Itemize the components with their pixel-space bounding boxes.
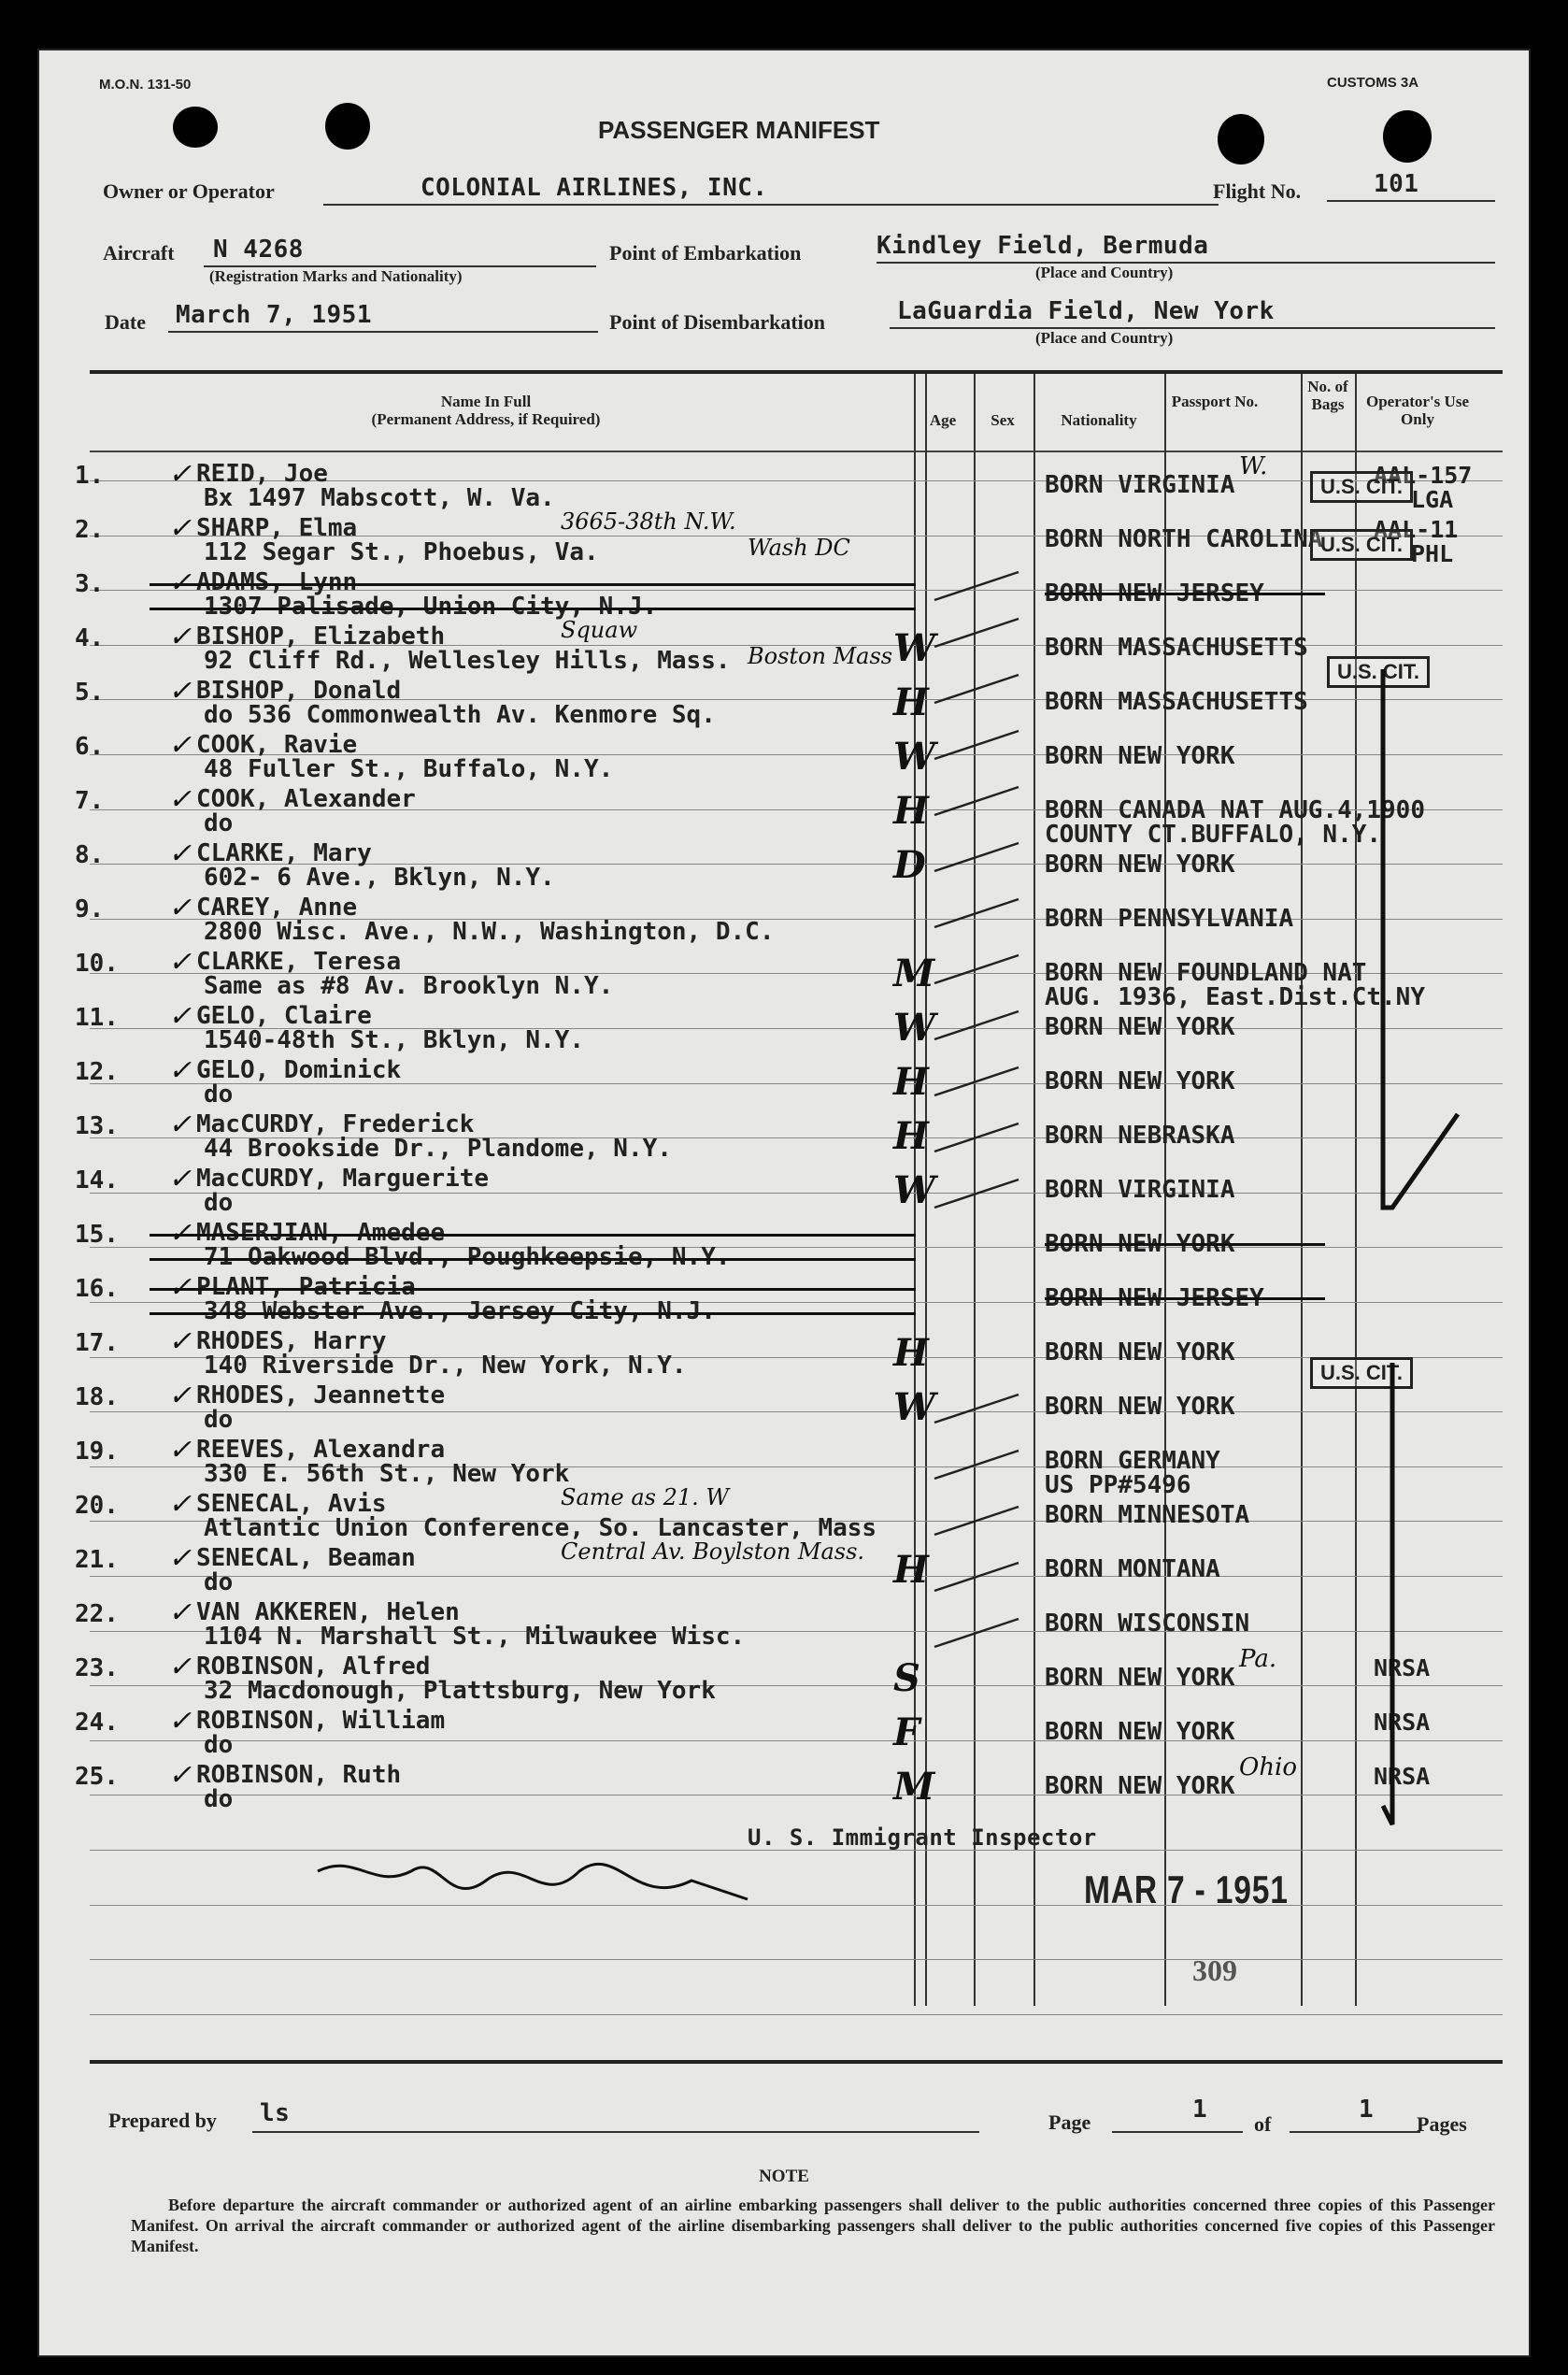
nationality: BORN VIRGINIA <box>1045 471 1235 499</box>
passenger-name: GELO, Claire <box>196 1002 372 1030</box>
check-mark-icon: ✓ <box>168 621 192 653</box>
flight-label: Flight No. <box>1213 179 1302 203</box>
passenger-name: SHARP, Elma <box>196 514 358 542</box>
row-number: 12. <box>75 1058 119 1086</box>
operator-station: LGA <box>1411 486 1454 513</box>
nationality: BORN NORTH CAROLINA <box>1045 525 1323 553</box>
sex-mark: D <box>893 843 926 887</box>
operator-code: AAL-11 <box>1374 516 1459 543</box>
page-underline <box>1112 2131 1243 2133</box>
note-title: NOTE <box>759 2167 809 2186</box>
nationality: BORN NEW JERSEY <box>1045 1284 1264 1312</box>
row-number: 18. <box>75 1383 119 1411</box>
row-number: 17. <box>75 1329 119 1357</box>
date-value: March 7, 1951 <box>176 301 372 329</box>
passenger-name: PLANT, Patricia <box>196 1273 416 1301</box>
nationality: BORN MINNESOTA <box>1045 1501 1250 1529</box>
row-number: 14. <box>75 1166 119 1195</box>
check-mark-icon: ✓ <box>168 1054 192 1087</box>
check-mark-icon: ✓ <box>168 1217 192 1250</box>
prepared-label: Prepared by <box>108 2109 217 2132</box>
passenger-name: CLARKE, Teresa <box>196 948 402 976</box>
check-mark-icon: ✓ <box>168 1109 192 1141</box>
sex-mark: H <box>893 1060 929 1104</box>
row-number: 19. <box>75 1438 119 1466</box>
owner-label: Owner or Operator <box>103 179 275 203</box>
nationality-line2: US PP#5496 <box>1045 1471 1191 1499</box>
check-mark-icon: ✓ <box>168 1380 192 1412</box>
sex-mark: W <box>893 1168 935 1212</box>
passenger-address: 112 Segar St., Phoebus, Va. <box>204 538 599 566</box>
of-value: 1 <box>1359 2096 1375 2124</box>
sex-mark: W <box>893 735 935 779</box>
form-id: CUSTOMS 3A <box>1327 75 1419 91</box>
passenger-address: do <box>204 1189 234 1217</box>
passenger-address: 71 Oakwood Blvd., Poughkeepsie, N.Y. <box>204 1243 731 1271</box>
passenger-address: 348 Webster Ave., Jersey City, N.J. <box>204 1297 716 1325</box>
embark-value: Kindley Field, Bermuda <box>877 232 1209 260</box>
us-cit-stamp: U.S. CIT. <box>1310 1357 1413 1389</box>
passenger-address: 48 Fuller St., Buffalo, N.Y. <box>204 755 614 783</box>
operator-code: NRSA <box>1374 1763 1431 1790</box>
passenger-address: 44 Brookside Dr., Plandome, N.Y. <box>204 1135 672 1163</box>
row-number: 4. <box>75 624 105 652</box>
row-number: 10. <box>75 950 119 978</box>
prepared-value: ls <box>260 2099 291 2127</box>
check-mark-icon: ✓ <box>168 1488 192 1521</box>
check-mark-icon: ✓ <box>168 675 192 708</box>
row-number: 9. <box>75 895 105 923</box>
handwritten-note: Pa. <box>1239 1645 1277 1673</box>
page-value: 1 <box>1192 2096 1208 2124</box>
nationality: BORN WISCONSIN <box>1045 1610 1250 1638</box>
nationality: BORN NEW YORK <box>1045 1230 1235 1258</box>
col-passport-header: Passport No. <box>1171 393 1259 410</box>
nationality: BORN NEW YORK <box>1045 1664 1235 1692</box>
passenger-name: VAN AKKEREN, Helen <box>196 1598 460 1626</box>
passenger-address: do <box>204 1568 234 1596</box>
nationality: BORN GERMANY <box>1045 1447 1220 1475</box>
nationality: BORN NEW YORK <box>1045 1772 1235 1800</box>
row-number: 25. <box>75 1763 119 1791</box>
check-mark-icon: ✓ <box>168 458 192 491</box>
passenger-address: do <box>204 1080 234 1109</box>
check-marks-overlay <box>37 49 1531 2357</box>
passenger-address: 32 Macdonough, Plattsburg, New York <box>204 1677 716 1705</box>
nationality: BORN NEBRASKA <box>1045 1122 1235 1150</box>
passenger-name: CAREY, Anne <box>196 894 358 922</box>
note-text: Before departure the aircraft commander or authorized agent of an airline embarking passengers shall deliver to the public authorities concerned three copies of this Passenger Manifest. On arrival the aircraft commander or authorized agent of the airline disembarking passengers shall deliver to the public authorities concerned five copies of this Passenger Manifest. <box>131 2196 1495 2255</box>
passenger-address: 1104 N. Marshall St., Milwaukee Wisc. <box>204 1623 746 1651</box>
passenger-address: do 536 Commonwealth Av. Kenmore Sq. <box>204 701 716 729</box>
passenger-address: 1307 Palisade, Union City, N.J. <box>204 593 658 621</box>
handwritten-note: Same as 21. W <box>561 1484 730 1510</box>
of-underline <box>1290 2131 1420 2133</box>
nationality: BORN NEW YORK <box>1045 742 1235 770</box>
passenger-name: COOK, Alexander <box>196 785 416 813</box>
handwritten-note: Ohio <box>1239 1753 1298 1781</box>
disembark-label: Point of Disembarkation <box>609 310 825 334</box>
passenger-address: 92 Cliff Rd., Wellesley Hills, Mass. <box>204 647 731 675</box>
aircraft-label: Aircraft <box>103 241 175 265</box>
row-number: 23. <box>75 1654 119 1682</box>
nationality: BORN MONTANA <box>1045 1555 1220 1583</box>
check-mark-icon: ✓ <box>168 1542 192 1575</box>
row-number: 8. <box>75 841 105 869</box>
pages-label: Pages <box>1417 2112 1467 2136</box>
check-mark-icon: ✓ <box>168 1163 192 1195</box>
passenger-address: Bx 1497 Mabscott, W. Va. <box>204 484 555 512</box>
col-name-title: Name In Full <box>440 393 532 410</box>
passenger-name: RHODES, Harry <box>196 1327 387 1355</box>
passenger-name: MacCURDY, Marguerite <box>196 1165 490 1193</box>
passenger-name: ADAMS, Lynn <box>196 568 358 596</box>
nationality: BORN CANADA NAT AUG.4,1900 <box>1045 796 1425 824</box>
check-mark-icon: ✓ <box>168 1651 192 1683</box>
of-label: of <box>1254 2112 1272 2136</box>
col-bags-header: No. of Bags <box>1307 378 1348 413</box>
sign-stroke <box>934 572 1019 1647</box>
check-mark-icon: ✓ <box>168 566 192 599</box>
inspector-label: U. S. Immigrant Inspector <box>748 1824 1097 1851</box>
row-number: 16. <box>75 1275 119 1303</box>
nationality: BORN VIRGINIA <box>1045 1176 1235 1204</box>
passenger-name: BISHOP, Elizabeth <box>196 622 446 651</box>
row-number: 22. <box>75 1600 119 1628</box>
sex-mark: F <box>893 1710 920 1754</box>
nationality: BORN NEW YORK <box>1045 851 1235 879</box>
handwritten-note: Squaw <box>561 617 638 643</box>
check-mark-icon: ✓ <box>168 1325 192 1358</box>
check-mark-icon: ✓ <box>168 783 192 816</box>
passenger-address: 330 E. 56th St., New York <box>204 1460 570 1488</box>
handwritten-note: Central Av. Boylston Mass. <box>561 1538 865 1565</box>
passenger-address: do <box>204 1785 234 1813</box>
row-number: 5. <box>75 679 105 707</box>
row-number: 2. <box>75 516 105 544</box>
sex-mark: H <box>893 1331 929 1375</box>
us-cit-stamp: U.S. CIT. <box>1310 529 1413 561</box>
sex-mark: S <box>893 1656 920 1700</box>
nationality: BORN MASSACHUSETTS <box>1045 634 1308 662</box>
passenger-name: REEVES, Alexandra <box>196 1436 446 1464</box>
col-nationality-header: Nationality <box>1061 411 1137 429</box>
passenger-name: RHODES, Jeannette <box>196 1381 446 1409</box>
check-mark-icon: ✓ <box>168 729 192 762</box>
row-number: 24. <box>75 1709 119 1737</box>
passenger-name: SENECAL, Avis <box>196 1490 387 1518</box>
operator-code: NRSA <box>1374 1709 1431 1736</box>
disembark-caption: (Place and Country) <box>1035 329 1174 347</box>
passenger-address: 140 Riverside Dr., New York, N.Y. <box>204 1352 687 1380</box>
page-title: PASSENGER MANIFEST <box>598 116 880 144</box>
manifest-sheet <box>37 49 1531 2357</box>
col-age-header: Age <box>929 411 957 429</box>
nationality: BORN PENNSYLVANIA <box>1045 905 1294 933</box>
operator-code: AAL-157 <box>1374 462 1473 489</box>
sex-mark: W <box>893 1385 935 1429</box>
passenger-address: do <box>204 1406 234 1434</box>
flight-value: 101 <box>1374 170 1419 198</box>
row-number: 6. <box>75 733 105 761</box>
passenger-address: 602- 6 Ave., Bklyn, N.Y. <box>204 864 555 892</box>
check-mark-icon: ✓ <box>168 1434 192 1466</box>
embark-caption: (Place and Country) <box>1035 264 1174 281</box>
page-label: Page <box>1048 2110 1091 2134</box>
row-number: 3. <box>75 570 105 598</box>
passenger-address: Atlantic Union Conference, So. Lancaster, Mass <box>204 1514 877 1542</box>
nationality: BORN NEW YORK <box>1045 1393 1235 1421</box>
nationality: BORN NEW FOUNDLAND NAT <box>1045 959 1367 987</box>
nationality: BORN NEW YORK <box>1045 1338 1235 1366</box>
handwritten-note: Wash DC <box>748 535 850 561</box>
aircraft-value: N 4268 <box>213 236 304 264</box>
row-number: 21. <box>75 1546 119 1574</box>
sex-mark: H <box>893 1114 929 1158</box>
passenger-name: REID, Joe <box>196 460 328 488</box>
nationality-line2: AUG. 1936, East.Dist.Ct.NY <box>1045 983 1425 1011</box>
passenger-name: ROBINSON, Ruth <box>196 1761 402 1789</box>
handwritten-note: W. <box>1239 452 1268 480</box>
passenger-name: COOK, Ravie <box>196 731 358 759</box>
passenger-name: MacCURDY, Frederick <box>196 1110 475 1138</box>
bracket-arrow <box>1383 669 1458 1208</box>
us-cit-stamp: U.S. CIT. <box>1310 471 1413 503</box>
row-number: 15. <box>75 1221 119 1249</box>
nationality: BORN NEW JERSEY <box>1045 579 1264 608</box>
disembark-value: LaGuardia Field, New York <box>897 297 1275 325</box>
handwritten-note: Boston Mass <box>748 643 893 669</box>
passenger-name: ROBINSON, Alfred <box>196 1652 431 1681</box>
check-mark-icon: ✓ <box>168 892 192 924</box>
date-label: Date <box>105 310 146 334</box>
passenger-name: ROBINSON, William <box>196 1707 446 1735</box>
prepared-underline <box>252 2131 979 2133</box>
passenger-address: 2800 Wisc. Ave., N.W., Washington, D.C. <box>204 918 775 946</box>
sex-mark: M <box>893 1765 935 1809</box>
row-number: 20. <box>75 1492 119 1520</box>
sex-mark: W <box>893 626 935 670</box>
operator-station: PHL <box>1411 540 1454 567</box>
passenger-name: MASERJIAN, Amedee <box>196 1219 446 1247</box>
us-cit-stamp: U.S. CIT. <box>1327 656 1430 688</box>
nationality-line2: COUNTY CT.BUFFALO, N.Y. <box>1045 821 1382 849</box>
check-mark-icon: ✓ <box>168 512 192 545</box>
bracket-arrow <box>1383 1363 1392 1824</box>
passenger-address: Same as #8 Av. Brooklyn N.Y. <box>204 972 614 1000</box>
nationality: BORN NEW YORK <box>1045 1718 1235 1746</box>
signature <box>318 1864 748 1899</box>
col-name-sub: (Permanent Address, if Required) <box>371 410 601 428</box>
passenger-name: GELO, Dominick <box>196 1056 402 1084</box>
passenger-name: CLARKE, Mary <box>196 839 372 867</box>
row-number: 7. <box>75 787 105 815</box>
check-mark-icon: ✓ <box>168 1271 192 1304</box>
passenger-address: do <box>204 809 234 837</box>
check-mark-icon: ✓ <box>168 1596 192 1629</box>
row-number: 13. <box>75 1112 119 1140</box>
check-mark-icon: ✓ <box>168 946 192 979</box>
col-sex-header: Sex <box>991 411 1015 429</box>
check-mark-icon: ✓ <box>168 1000 192 1033</box>
passenger-name: SENECAL, Beaman <box>196 1544 416 1572</box>
form-number: M.O.N. 131-50 <box>99 77 192 93</box>
handwritten-note: 3665-38th N.W. <box>561 508 736 535</box>
aircraft-caption: (Registration Marks and Nationality) <box>209 267 463 285</box>
row-number: 11. <box>75 1004 119 1032</box>
date-stamp: MAR 7 - 1951 <box>1084 1867 1289 1911</box>
nationality: BORN NEW YORK <box>1045 1067 1235 1095</box>
sex-mark: H <box>893 1548 929 1592</box>
embark-label: Point of Embarkation <box>609 241 802 265</box>
operator-code: NRSA <box>1374 1654 1431 1681</box>
passenger-name: BISHOP, Donald <box>196 677 402 705</box>
nationality: BORN NEW YORK <box>1045 1013 1235 1041</box>
nationality: BORN MASSACHUSETTS <box>1045 688 1308 716</box>
table-bottom-rule <box>90 2060 1503 2064</box>
col-operator-header: Operator's Use Only <box>1365 393 1469 428</box>
sex-mark: W <box>893 1006 935 1050</box>
sex-mark: H <box>893 680 929 724</box>
owner-value: COLONIAL AIRLINES, INC. <box>421 174 768 202</box>
sex-mark: H <box>893 789 929 833</box>
sex-mark: M <box>893 951 935 995</box>
passenger-address: 1540-48th St., Bklyn, N.Y. <box>204 1026 584 1054</box>
file-page-number: 309 <box>1192 1953 1237 1987</box>
check-mark-icon: ✓ <box>168 837 192 870</box>
check-mark-icon: ✓ <box>168 1705 192 1738</box>
passenger-address: do <box>204 1731 234 1759</box>
check-mark-icon: ✓ <box>168 1759 192 1792</box>
row-number: 1. <box>75 462 105 490</box>
